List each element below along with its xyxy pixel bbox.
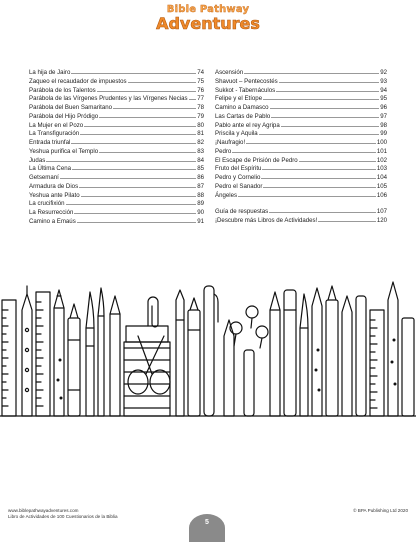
toc-entry: Pedro 101 — [215, 147, 387, 155]
toc-entry: Felipe y el Etíope 95 — [215, 95, 387, 103]
logo-line-2: Adventures — [156, 14, 260, 33]
toc-entry: Fruto del Espíritu 103 — [215, 165, 387, 173]
toc-entry: Priscila y Aquila 99 — [215, 130, 387, 138]
toc-entry: ¡Descubre más Libros de Actividades! 120 — [215, 217, 387, 224]
toc-entry: Shavuot – Pentecostés 93 — [215, 77, 387, 85]
toc-entry: Getsemaní 86 — [29, 174, 204, 181]
toc-left-column — [29, 69, 204, 227]
toc-entry: Guía de respuestas 107 — [215, 208, 387, 216]
toc-entry: La Mujer en el Pozo 80 — [29, 121, 204, 129]
toc-entry: Yeshua ante Pilato 88 — [29, 191, 204, 199]
toc-entry: Armadura de Dios 87 — [29, 182, 204, 190]
toc-entry: La Transfiguración 81 — [29, 130, 204, 138]
toc-entry: Judas 84 — [29, 156, 204, 164]
toc-entry: Parábola de los Talentos 76 — [29, 86, 204, 94]
toc-entry: Parábola de las Vírgenes Prudentes y las Vírgenes Necias 77 — [29, 95, 204, 103]
toc-entry: Camino a Emaús 91 — [29, 217, 204, 225]
toc-entry: Ascensión 92 — [215, 69, 387, 76]
book-title: Libro de Actividades de 100 Cuestionarios de la Biblia — [8, 514, 118, 519]
toc-entry: Parábola del Buen Samaritano 78 — [29, 104, 204, 111]
toc-entry: Pablo ante el rey Agripa 98 — [215, 121, 387, 129]
toc-entry: Zaqueo el recaudador de impuestos 75 — [29, 77, 204, 85]
toc-entry: Pedro y Cornelio 104 — [215, 174, 387, 181]
toc-entry: Camino a Damasco 96 — [215, 104, 387, 111]
stationery-illustration — [0, 270, 416, 420]
toc-right-column — [215, 69, 387, 226]
footer-info — [8, 508, 118, 520]
toc-spacer — [215, 200, 387, 208]
toc-entry: Pedro el Sanador 105 — [215, 182, 387, 190]
copyright: © BPA Publishing Ltd 2020 — [353, 508, 408, 513]
website-link[interactable]: www.biblepathwayadventures.com — [8, 508, 79, 513]
toc-entry: Parábola del Hijo Pródigo 79 — [29, 112, 204, 120]
toc-entry: Entrada triunfal 82 — [29, 139, 204, 146]
toc-entry: La Última Cena 85 — [29, 165, 204, 173]
toc-entry: Las Cartas de Pablo 97 — [215, 112, 387, 120]
page-number: 5 — [189, 514, 225, 542]
toc-entry: La Resurrección 90 — [29, 209, 204, 216]
toc-entry: ¡Naufragio! 100 — [215, 139, 387, 146]
toc-entry: Ángeles 106 — [215, 191, 387, 199]
toc-entry: Sukkot - Tabernáculos 94 — [215, 86, 387, 94]
toc-entry: La crucifixión 89 — [29, 200, 204, 208]
publisher-logo — [0, 4, 416, 33]
toc-entry: El Escape de Prisión de Pedro 102 — [215, 156, 387, 164]
toc-entry: Yeshua purifica el Templo 83 — [29, 147, 204, 155]
toc-entry: La hija de Jairo 74 — [29, 69, 204, 76]
logo-line-1: Bible Pathway — [166, 4, 250, 15]
